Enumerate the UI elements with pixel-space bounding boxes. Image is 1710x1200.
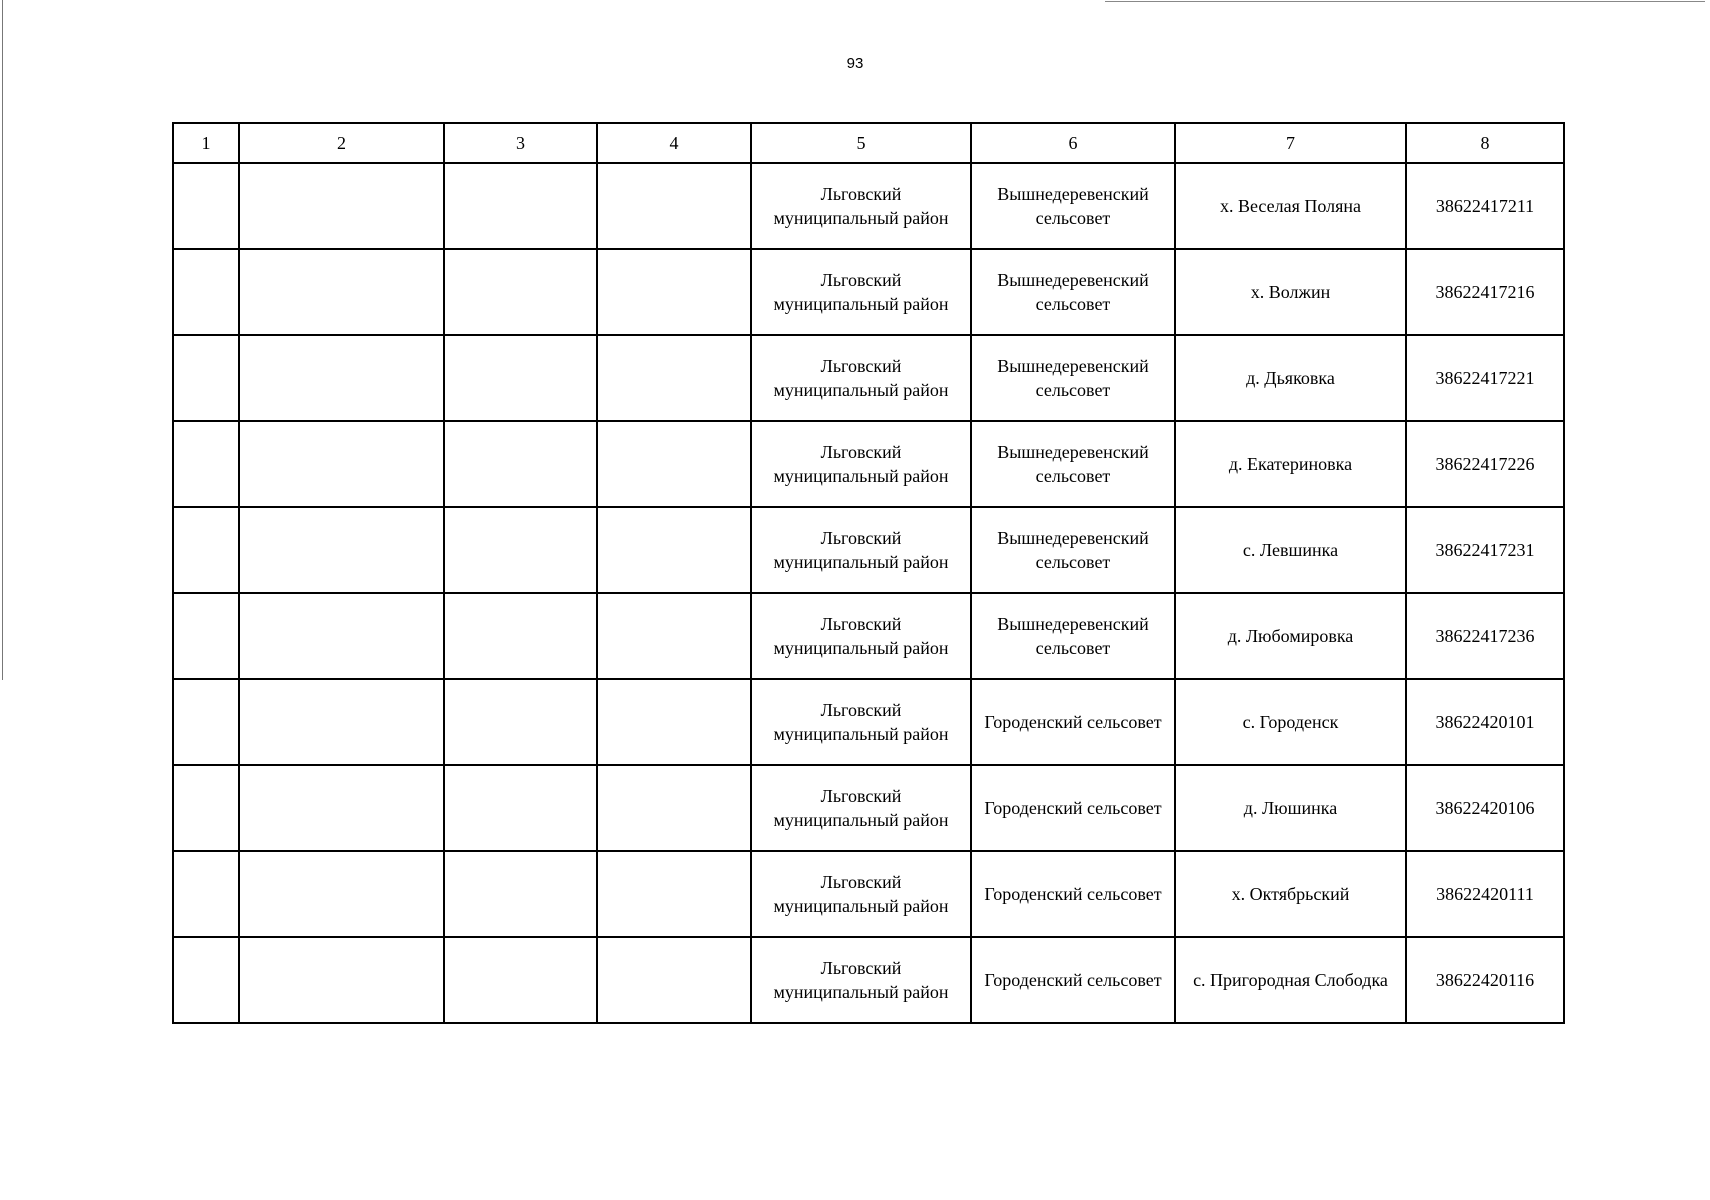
cell-col-1 [173, 249, 239, 335]
cell-code: 38622417221 [1406, 335, 1564, 421]
cell-col-1 [173, 421, 239, 507]
column-header-8: 8 [1406, 123, 1564, 163]
cell-council: Вышнедеревенский сельсовет [971, 249, 1175, 335]
cell-col-3 [444, 421, 597, 507]
cell-col-1 [173, 937, 239, 1023]
column-header-1: 1 [173, 123, 239, 163]
cell-col-4 [597, 593, 751, 679]
table-row [173, 163, 1564, 249]
cell-code: 38622420106 [1406, 765, 1564, 851]
cell-col-4 [597, 765, 751, 851]
cell-council: Вышнедеревенский сельсовет [971, 593, 1175, 679]
cell-settlement: с. Городенск [1175, 679, 1406, 765]
cell-col-4 [597, 679, 751, 765]
cell-settlement: с. Левшинка [1175, 507, 1406, 593]
cell-col-4 [597, 507, 751, 593]
column-header-7: 7 [1175, 123, 1406, 163]
cell-district: Льговский муниципальный район [751, 851, 971, 937]
table-header-row [173, 123, 1564, 163]
table-row [173, 593, 1564, 679]
cell-council: Городенский сельсовет [971, 679, 1175, 765]
cell-col-2 [239, 335, 444, 421]
cell-council: Вышнедеревенский сельсовет [971, 335, 1175, 421]
cell-code: 38622420101 [1406, 679, 1564, 765]
cell-district: Льговский муниципальный район [751, 163, 971, 249]
cell-code: 38622420111 [1406, 851, 1564, 937]
cell-district: Льговский муниципальный район [751, 937, 971, 1023]
cell-council: Городенский сельсовет [971, 937, 1175, 1023]
cell-col-2 [239, 249, 444, 335]
table-row [173, 937, 1564, 1023]
cell-settlement: х. Веселая Поляна [1175, 163, 1406, 249]
table-row [173, 335, 1564, 421]
scan-left-edge-line [2, 0, 3, 680]
cell-col-3 [444, 937, 597, 1023]
cell-code: 38622417211 [1406, 163, 1564, 249]
cell-council: Вышнедеревенский сельсовет [971, 421, 1175, 507]
cell-council: Городенский сельсовет [971, 851, 1175, 937]
settlements-table [172, 122, 1565, 1024]
cell-col-3 [444, 163, 597, 249]
cell-col-3 [444, 679, 597, 765]
cell-col-4 [597, 421, 751, 507]
cell-settlement: х. Октябрьский [1175, 851, 1406, 937]
cell-district: Льговский муниципальный район [751, 679, 971, 765]
cell-col-1 [173, 593, 239, 679]
cell-col-2 [239, 421, 444, 507]
cell-col-4 [597, 937, 751, 1023]
cell-col-1 [173, 163, 239, 249]
cell-col-1 [173, 851, 239, 937]
column-header-3: 3 [444, 123, 597, 163]
cell-council: Вышнедеревенский сельсовет [971, 163, 1175, 249]
cell-col-3 [444, 593, 597, 679]
cell-district: Льговский муниципальный район [751, 765, 971, 851]
cell-district: Льговский муниципальный район [751, 507, 971, 593]
cell-col-2 [239, 679, 444, 765]
cell-council: Городенский сельсовет [971, 765, 1175, 851]
scan-top-edge-line [1105, 1, 1705, 2]
table-row [173, 249, 1564, 335]
column-header-5: 5 [751, 123, 971, 163]
cell-col-4 [597, 163, 751, 249]
cell-col-3 [444, 851, 597, 937]
cell-col-2 [239, 937, 444, 1023]
cell-col-1 [173, 679, 239, 765]
cell-settlement: х. Волжин [1175, 249, 1406, 335]
cell-col-2 [239, 507, 444, 593]
cell-col-2 [239, 163, 444, 249]
cell-district: Льговский муниципальный район [751, 335, 971, 421]
cell-council: Вышнедеревенский сельсовет [971, 507, 1175, 593]
cell-settlement: д. Люшинка [1175, 765, 1406, 851]
cell-district: Льговский муниципальный район [751, 421, 971, 507]
column-header-4: 4 [597, 123, 751, 163]
table-row [173, 851, 1564, 937]
cell-code: 38622420116 [1406, 937, 1564, 1023]
cell-col-2 [239, 851, 444, 937]
cell-col-2 [239, 765, 444, 851]
cell-col-4 [597, 335, 751, 421]
cell-settlement: с. Пригородная Слободка [1175, 937, 1406, 1023]
cell-col-1 [173, 335, 239, 421]
cell-col-4 [597, 851, 751, 937]
cell-col-1 [173, 507, 239, 593]
table-row [173, 421, 1564, 507]
table-row [173, 679, 1564, 765]
cell-settlement: д. Екатериновка [1175, 421, 1406, 507]
cell-settlement: д. Любомировка [1175, 593, 1406, 679]
column-header-2: 2 [239, 123, 444, 163]
cell-col-3 [444, 765, 597, 851]
cell-settlement: д. Дьяковка [1175, 335, 1406, 421]
page-number: 93 [846, 55, 864, 72]
cell-code: 38622417226 [1406, 421, 1564, 507]
cell-district: Льговский муниципальный район [751, 249, 971, 335]
cell-col-3 [444, 507, 597, 593]
cell-col-1 [173, 765, 239, 851]
cell-col-4 [597, 249, 751, 335]
cell-col-2 [239, 593, 444, 679]
column-header-6: 6 [971, 123, 1175, 163]
cell-col-3 [444, 249, 597, 335]
cell-district: Льговский муниципальный район [751, 593, 971, 679]
cell-code: 38622417231 [1406, 507, 1564, 593]
table-row [173, 765, 1564, 851]
cell-code: 38622417216 [1406, 249, 1564, 335]
table-row [173, 507, 1564, 593]
cell-code: 38622417236 [1406, 593, 1564, 679]
cell-col-3 [444, 335, 597, 421]
